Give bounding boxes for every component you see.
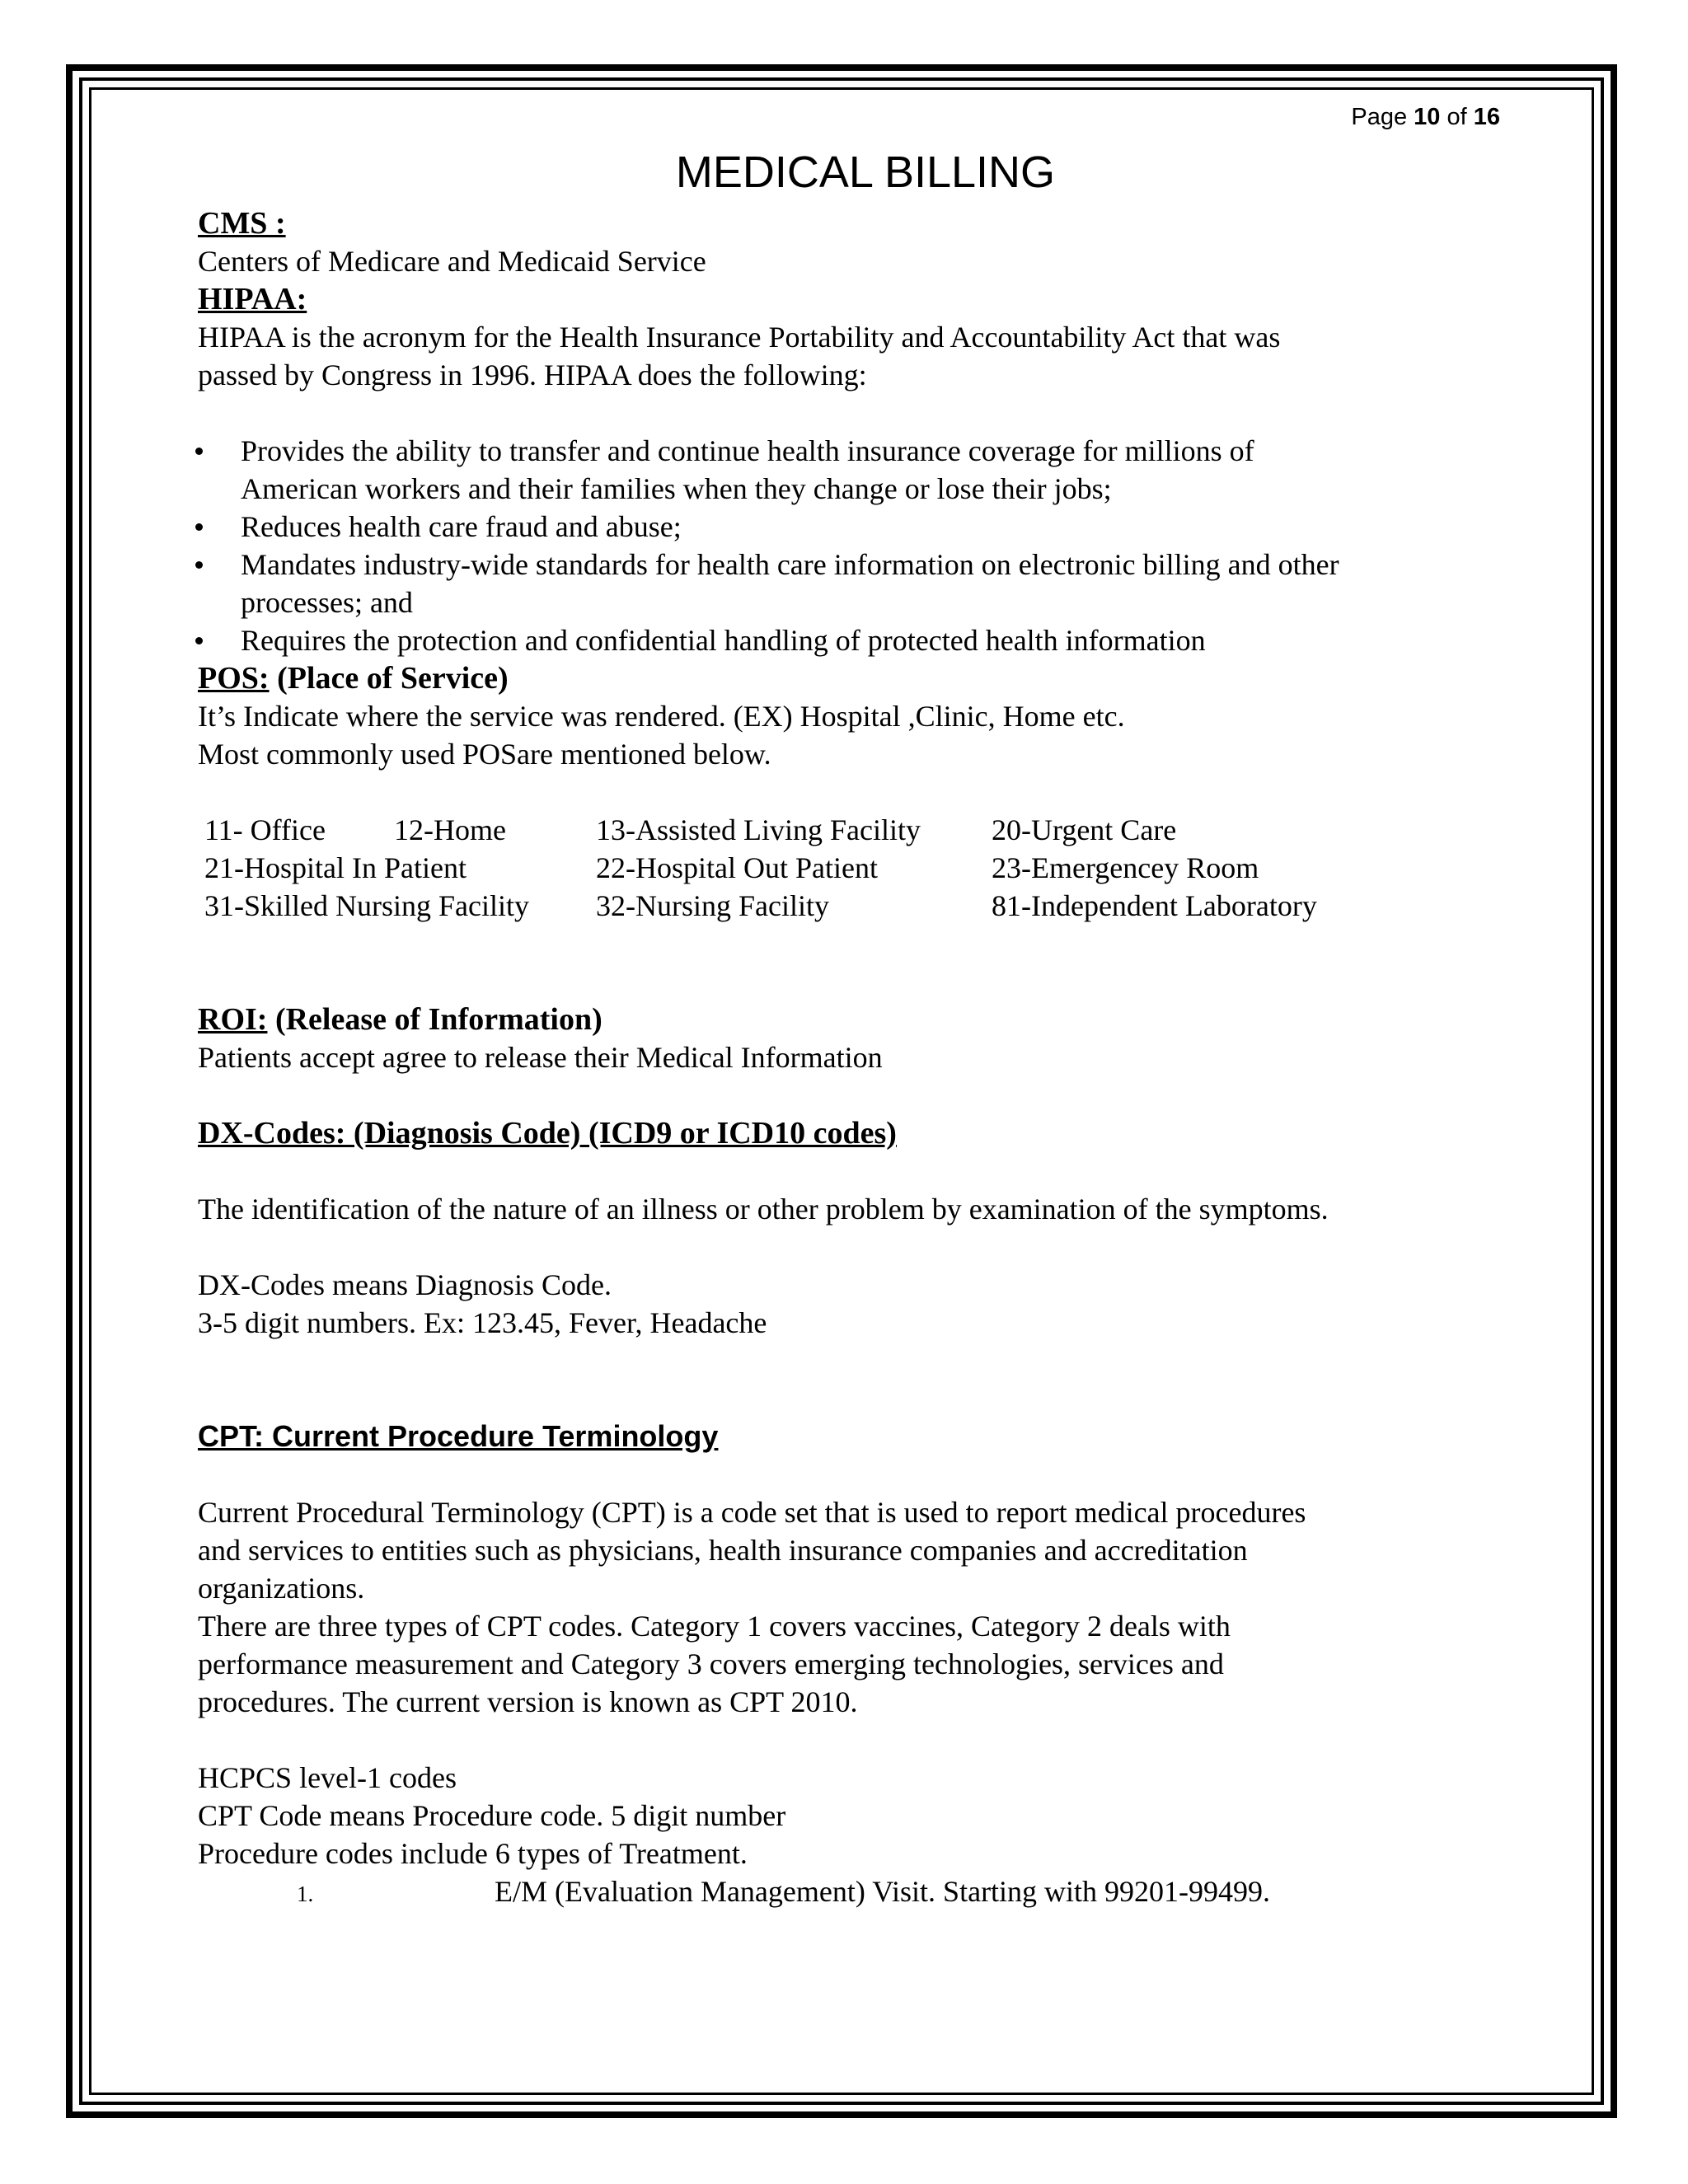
- bullet-line: Requires the protection and confidential handling of protected health information: [241, 624, 1206, 657]
- bullet-line: Mandates industry-wide standards for health care information on electronic billing and other: [241, 548, 1339, 581]
- table-cell: 31-Skilled Nursing Facility: [204, 889, 529, 922]
- page-content: [198, 99, 1500, 1913]
- pos-subheading: (Place of Service): [277, 661, 509, 696]
- table-cell: 20-Urgent Care: [992, 813, 1177, 846]
- section-cpt: [198, 1418, 1500, 1913]
- roi-subheading: (Release of Information): [274, 1002, 603, 1037]
- bullet-line: Reduces health care fraud and abuse;: [241, 510, 682, 543]
- numbered-item: [198, 1872, 1500, 1913]
- cpt-heading: CPT: Current Procedure Terminology: [198, 1419, 719, 1453]
- dx-text: The identification of the nature of an illness or other problem by examination of the symptoms.: [198, 1193, 1329, 1226]
- cms-heading: CMS :: [198, 206, 286, 241]
- page-label: Page: [1351, 104, 1408, 130]
- dx-line2: 3-5 digit numbers. Ex: 123.45, Fever, Headache: [198, 1306, 767, 1339]
- cpt-para1-line2: and services to entities such as physicians, health insurance companies and accreditation: [198, 1534, 1248, 1567]
- list-item: [198, 621, 1500, 659]
- table-cell: 81-Independent Laboratory: [992, 889, 1317, 922]
- cms-text: Centers of Medicare and Medicaid Service: [198, 245, 706, 278]
- table-cell: 23-Emergencey Room: [992, 851, 1259, 884]
- cpt-para2-line3: procedures. The current version is known as CPT 2010.: [198, 1685, 858, 1718]
- section-pos: [198, 659, 1500, 925]
- pos-codes-table: [204, 811, 1317, 925]
- item-text: E/M (Evaluation Management) Visit. Starting with 99201-99499.: [495, 1875, 1271, 1908]
- list-item: [198, 546, 1500, 621]
- section-cms: [198, 204, 1500, 280]
- pos-heading: [198, 659, 1500, 697]
- section-dx-codes: [198, 1114, 1500, 1342]
- hipaa-heading: HIPAA:: [198, 282, 307, 316]
- roi-heading: [198, 1001, 1500, 1038]
- hipaa-text-line2: passed by Congress in 1996. HIPAA does the following:: [198, 359, 867, 391]
- bullet-line: American workers and their families when they change or lose their jobs;: [241, 472, 1112, 505]
- page-total: 16: [1473, 104, 1500, 130]
- section-roi: [198, 1001, 1500, 1076]
- table-cell: 11- Office 12-Home: [204, 813, 506, 846]
- bullet-icon: [195, 448, 203, 455]
- section-hipaa: [198, 280, 1500, 659]
- bullet-icon: [195, 561, 203, 569]
- table-cell: 13-Assisted Living Facility: [596, 813, 921, 846]
- hipaa-text-line1: HIPAA is the acronym for the Health Insurance Portability and Accountability Act that was: [198, 321, 1281, 354]
- page-of: of: [1447, 104, 1467, 130]
- bullet-icon: [195, 637, 203, 644]
- dx-line1: DX-Codes means Diagnosis Code.: [198, 1268, 612, 1301]
- roi-text: Patients accept agree to release their Medical Information: [198, 1041, 883, 1074]
- cpt-para1-line1: Current Procedural Terminology (CPT) is a code set that is used to report medical procedures: [198, 1496, 1306, 1529]
- dx-heading: DX-Codes: (Diagnosis Code) (ICD9 or ICD10 codes): [198, 1116, 897, 1151]
- page-current: 10: [1414, 104, 1441, 130]
- cpt-para2-line1: There are three types of CPT codes. Category 1 covers vaccines, Category 2 deals with: [198, 1610, 1231, 1643]
- cpt-para1-line3: organizations.: [198, 1572, 365, 1605]
- item-number: 1.: [297, 1882, 314, 1906]
- pos-text-line2: Most commonly used POSare mentioned below.: [198, 738, 771, 771]
- table-cell: 21-Hospital In Patient: [204, 851, 467, 884]
- bullet-line: Provides the ability to transfer and continue health insurance coverage for millions of: [241, 434, 1254, 467]
- bullet-line: processes; and: [241, 586, 413, 619]
- cpt-types-line: Procedure codes include 6 types of Treatment.: [198, 1837, 748, 1870]
- hipaa-bullet-list: [198, 432, 1500, 659]
- bullet-icon: [195, 523, 203, 531]
- table-cell: 22-Hospital Out Patient: [596, 851, 878, 884]
- cpt-para2-line2: performance measurement and Category 3 covers emerging technologies, services and: [198, 1647, 1224, 1680]
- pos-text-line1: It’s Indicate where the service was rendered. (EX) Hospital ,Clinic, Home etc.: [198, 700, 1125, 733]
- cpt-code-line: CPT Code means Procedure code. 5 digit number: [198, 1799, 786, 1832]
- list-item: [198, 432, 1500, 508]
- pos-heading-label: POS:: [198, 661, 270, 696]
- table-cell: 32-Nursing Facility: [596, 889, 829, 922]
- roi-heading-label: ROI:: [198, 1002, 268, 1037]
- table-row: [204, 849, 1317, 887]
- cpt-hcpcs-line: HCPCS level-1 codes: [198, 1761, 457, 1794]
- table-row: [204, 887, 1317, 925]
- page-number: [1351, 99, 1500, 135]
- document-title: MEDICAL BILLING: [675, 148, 1056, 197]
- table-row: [204, 811, 1317, 849]
- list-item: [198, 508, 1500, 546]
